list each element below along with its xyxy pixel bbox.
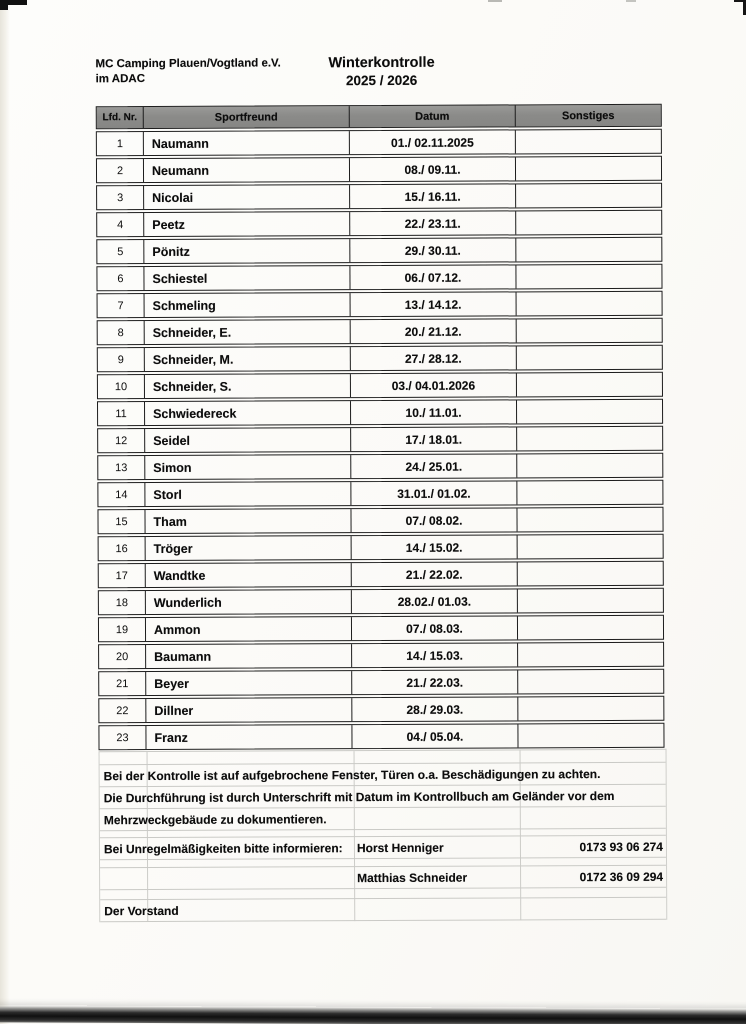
cell-sonstiges xyxy=(518,535,663,559)
cell-lfd-nr: 1 xyxy=(97,132,144,155)
cell-lfd-nr: 6 xyxy=(97,267,144,290)
cell-lfd-nr: 9 xyxy=(98,348,145,371)
contact-name: Matthias Schneider xyxy=(357,870,468,885)
cell-datum: 14./ 15.02. xyxy=(352,535,518,559)
cell-lfd-nr: 17 xyxy=(99,564,146,587)
cell-sportfreund: Schneider, S. xyxy=(145,374,351,398)
cell-sonstiges xyxy=(516,157,661,181)
cell-sonstiges xyxy=(516,211,661,235)
cell-datum: 27./ 28.12. xyxy=(351,346,517,370)
cell-sonstiges xyxy=(516,130,661,154)
cell-sportfreund: Schneider, E. xyxy=(145,320,351,344)
cell-sportfreund: Tham xyxy=(145,509,351,533)
table-row xyxy=(96,210,662,237)
cell-datum: 24./ 25.01. xyxy=(351,454,517,478)
cell-sonstiges xyxy=(517,427,662,451)
contact-name: Horst Henniger xyxy=(356,840,444,855)
cell-datum: 31.01./ 01.02. xyxy=(351,481,517,505)
table-row xyxy=(97,291,663,318)
cell-datum: 20./ 21.12. xyxy=(351,319,517,343)
table-row xyxy=(98,723,664,750)
cell-lfd-nr: 12 xyxy=(98,429,145,452)
cell-lfd-nr: 19 xyxy=(99,618,146,641)
table-row xyxy=(96,183,662,210)
cell-datum: 17./ 18.01. xyxy=(351,427,517,451)
cell-sportfreund: Franz xyxy=(146,725,352,749)
table-row xyxy=(97,426,663,453)
cell-datum: 13./ 14.12. xyxy=(351,292,517,316)
cell-sonstiges xyxy=(518,616,663,640)
cell-datum: 10./ 11.01. xyxy=(351,400,517,424)
control-schedule-table xyxy=(96,104,665,752)
cell-datum: 07./ 08.02. xyxy=(351,508,517,532)
cell-datum: 21./ 22.03. xyxy=(352,670,518,694)
scan-edge-bottom xyxy=(0,1005,746,1024)
cell-lfd-nr: 7 xyxy=(98,294,145,317)
cell-sonstiges xyxy=(518,670,663,694)
page-title xyxy=(281,55,481,90)
table-row xyxy=(97,480,663,507)
table-row xyxy=(97,507,663,534)
cell-lfd-nr: 23 xyxy=(99,726,146,749)
org-line1: MC Camping Plauen/Vogtland e.V. xyxy=(95,57,281,71)
cell-sportfreund: Peetz xyxy=(144,212,350,236)
cell-sportfreund: Schneider, M. xyxy=(145,347,351,371)
cell-lfd-nr: 13 xyxy=(98,456,145,479)
cell-sportfreund: Seidel xyxy=(145,428,351,452)
cell-sonstiges xyxy=(517,400,662,424)
cell-sonstiges xyxy=(516,184,661,208)
cell-sonstiges xyxy=(517,292,662,316)
title-line1: Winterkontrolle xyxy=(328,54,435,72)
cell-lfd-nr: 11 xyxy=(98,402,145,425)
cell-sonstiges xyxy=(518,724,663,748)
table-row xyxy=(98,615,664,642)
cell-lfd-nr: 3 xyxy=(97,186,144,209)
table-row xyxy=(97,318,663,345)
cell-sportfreund: Naumann xyxy=(144,131,350,155)
cell-lfd-nr: 21 xyxy=(99,672,146,695)
cell-datum: 07./ 08.03. xyxy=(352,616,518,640)
cell-datum: 04./ 05.04. xyxy=(352,724,518,748)
cell-sportfreund: Nicolai xyxy=(144,185,350,209)
contact-label: Bei Unregelmäßigkeiten bitte informieren: xyxy=(103,840,343,856)
cell-sportfreund: Schmeling xyxy=(145,293,351,317)
note-line: Bei der Kontrolle ist auf aufgebrochene Fenster, Türen o.a. Beschädigungen zu achten. xyxy=(100,763,666,787)
cell-datum: 28.02./ 01.03. xyxy=(352,589,518,613)
table-row xyxy=(98,534,664,561)
contact-row xyxy=(100,866,666,890)
contact-phone: 0172 36 09 294 xyxy=(579,869,664,884)
cell-datum: 29./ 30.11. xyxy=(350,238,516,262)
cell-datum: 06./ 07.12. xyxy=(350,265,516,289)
cell-datum: 03./ 04.01.2026 xyxy=(351,373,517,397)
table-row xyxy=(96,264,662,291)
cell-sonstiges xyxy=(517,454,662,478)
cell-datum: 01./ 02.11.2025 xyxy=(350,130,516,154)
cell-sonstiges xyxy=(517,346,662,370)
cell-sonstiges xyxy=(517,373,662,397)
table-row xyxy=(98,588,664,615)
cell-datum: 14./ 15.03. xyxy=(352,643,518,667)
cell-lfd-nr: 20 xyxy=(99,645,146,668)
cell-sonstiges xyxy=(518,562,663,586)
cell-sportfreund: Pönitz xyxy=(144,239,350,263)
table-row xyxy=(97,372,663,399)
cell-datum: 08./ 09.11. xyxy=(350,157,516,181)
table-row xyxy=(98,561,664,588)
cell-lfd-nr: 22 xyxy=(99,699,146,722)
cell-sportfreund: Tröger xyxy=(146,536,352,560)
cell-lfd-nr: 18 xyxy=(99,591,146,614)
header-sportfreund: Sportfreund xyxy=(144,106,350,128)
cell-datum: 22./ 23.11. xyxy=(350,211,516,235)
header-datum: Datum xyxy=(350,105,516,127)
cell-sonstiges xyxy=(516,238,661,262)
signoff: Der Vorstand xyxy=(100,898,666,922)
contact-row xyxy=(100,836,666,860)
contact-label xyxy=(100,878,355,879)
cell-sonstiges xyxy=(518,589,663,613)
table-row xyxy=(98,642,664,669)
table-row xyxy=(98,696,664,723)
cell-sonstiges xyxy=(517,508,662,532)
header-sonstiges: Sonstiges xyxy=(561,109,615,122)
cell-sportfreund: Wandtke xyxy=(146,563,352,587)
note-line: Die Durchführung ist durch Unterschrift mit Datum im Kontrollbuch am Geländer vor dem xyxy=(100,785,666,809)
cell-sportfreund: Dillner xyxy=(146,698,352,722)
org-line2: im ADAC xyxy=(95,72,146,85)
table-rows xyxy=(96,129,665,750)
cell-lfd-nr: 10 xyxy=(98,375,145,398)
table-header-row xyxy=(96,104,662,129)
cell-sonstiges xyxy=(518,697,663,721)
cell-sonstiges xyxy=(517,481,662,505)
table-row xyxy=(98,669,664,696)
cell-lfd-nr: 16 xyxy=(99,537,146,560)
cell-sportfreund: Schwiedereck xyxy=(145,401,351,425)
cell-sportfreund: Storl xyxy=(145,482,351,506)
cell-lfd-nr: 14 xyxy=(98,483,145,506)
table-row xyxy=(96,237,662,264)
cell-sonstiges xyxy=(517,319,662,343)
cell-lfd-nr: 5 xyxy=(97,240,144,263)
table-row xyxy=(96,129,662,156)
title-line2: 2025 / 2026 xyxy=(345,72,418,89)
cell-datum: 15./ 16.11. xyxy=(350,184,516,208)
cell-sportfreund: Beyer xyxy=(146,671,352,695)
cell-lfd-nr: 2 xyxy=(97,159,144,182)
cell-sportfreund: Ammon xyxy=(146,617,352,641)
cell-sportfreund: Neumann xyxy=(144,158,350,182)
cell-lfd-nr: 8 xyxy=(98,321,145,344)
cell-sonstiges xyxy=(518,643,663,667)
table-row xyxy=(97,399,663,426)
cell-sportfreund: Schiestel xyxy=(144,266,350,290)
cell-sonstiges xyxy=(516,265,661,289)
cell-datum: 21./ 22.02. xyxy=(352,562,518,586)
cell-lfd-nr: 4 xyxy=(97,213,144,236)
cell-sportfreund: Wunderlich xyxy=(146,590,352,614)
note-line: Mehrzweckgebäude zu dokumentieren. xyxy=(100,807,666,831)
cell-datum: 28./ 29.03. xyxy=(352,697,518,721)
organization-name xyxy=(96,56,281,86)
table-row xyxy=(97,345,663,372)
contact-phone: 0173 93 06 274 xyxy=(579,839,663,854)
cell-sportfreund: Baumann xyxy=(146,644,352,668)
header-lfd-nr: Lfd. Nr. xyxy=(97,107,144,128)
table-row xyxy=(97,453,663,480)
notes-and-contacts-section xyxy=(99,749,668,922)
table-row xyxy=(96,156,662,183)
cell-lfd-nr: 15 xyxy=(98,510,145,533)
cell-sportfreund: Simon xyxy=(145,455,351,479)
